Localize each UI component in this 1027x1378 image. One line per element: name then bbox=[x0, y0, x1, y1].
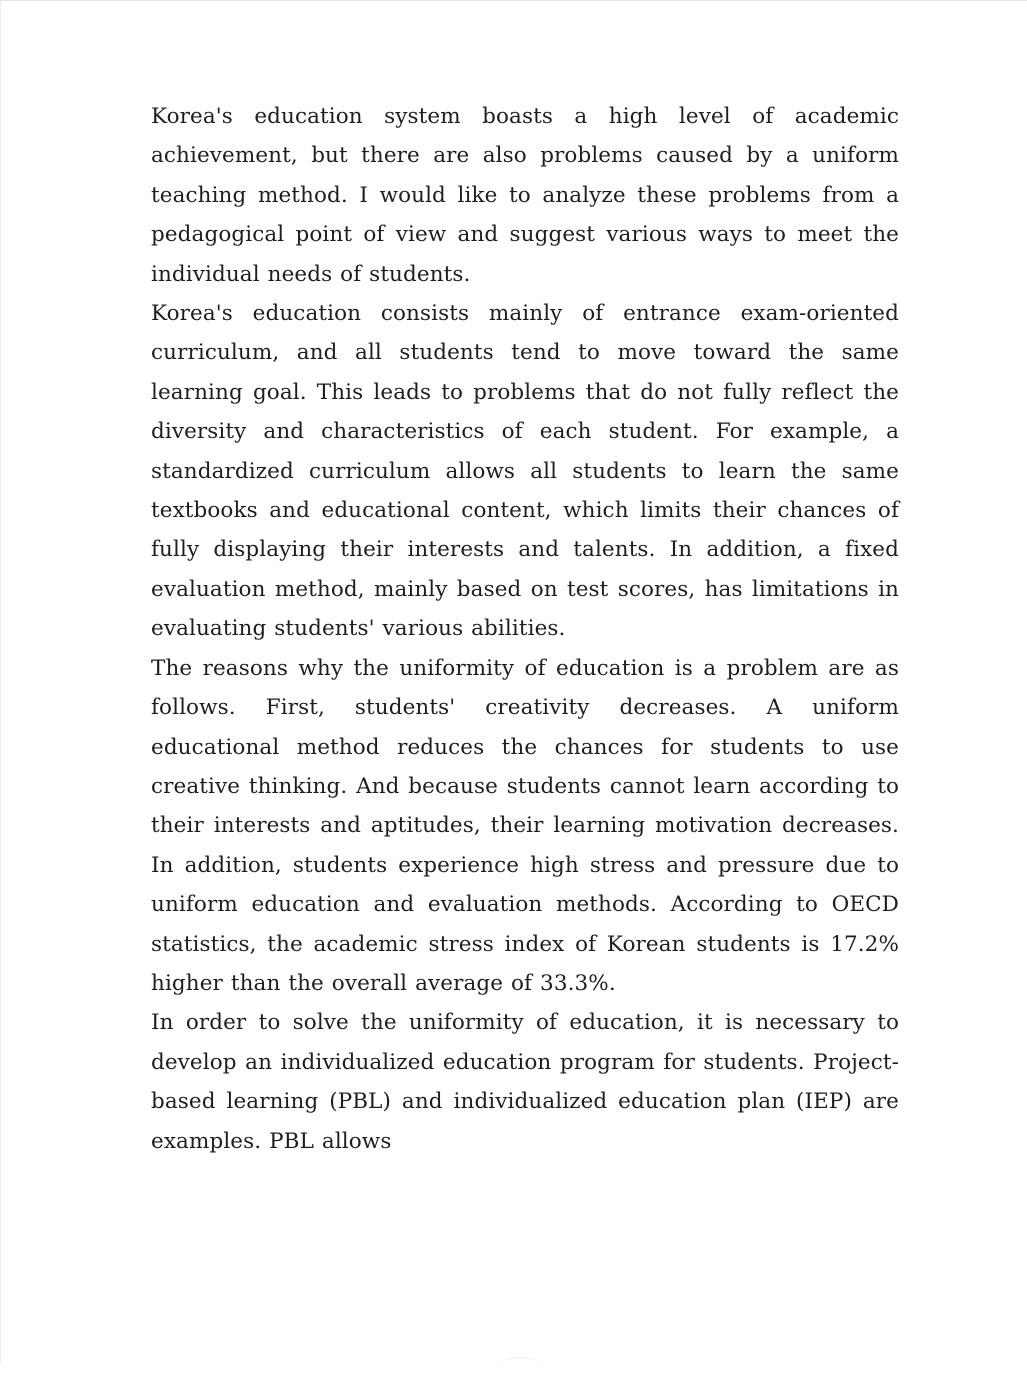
paragraph-curriculum: Korea's education consists mainly of entrance exam-oriented curriculum, and all students tend to move toward the same learning goal. This leads to problems that do not fully reflect the diversity and characteristics of each student. For example, a standardized curriculum allows all students to learn the same textbooks and educational content, which limits their chances of fully displaying their interests and talents. In addition, a fixed evaluation method, mainly based on test scores, has limitations in evaluating students' various abilities. bbox=[151, 301, 899, 642]
page-curl-decoration bbox=[496, 1357, 544, 1378]
document-body bbox=[151, 97, 899, 1161]
paragraph-reasons: The reasons why the uniformity of education is a problem are as follows. First, students' creativity decreases. A uniform educational method reduces the chances for students to use creative thinking. And because students cannot learn according to their interests and aptitudes, their learning motivation decreases. In addition, students experience high stress and pressure due to uniform education and evaluation methods. According to OECD statistics, the academic stress index of Korean students is 17.2% higher than the overall average of 33.3%. bbox=[151, 655, 899, 996]
paragraph-solutions: In order to solve the uniformity of education, it is necessary to develop an individualized education program for students. Project-based learning (PBL) and individualized education plan (IEP) are examples. PBL allows bbox=[151, 1010, 899, 1154]
paragraph-intro: Korea's education system boasts a high level of academic achievement, but there are also problems caused by a uniform teaching method. I would like to analyze these problems from a pedagogical point of view and suggest various ways to meet the individual needs of students. bbox=[151, 104, 899, 287]
